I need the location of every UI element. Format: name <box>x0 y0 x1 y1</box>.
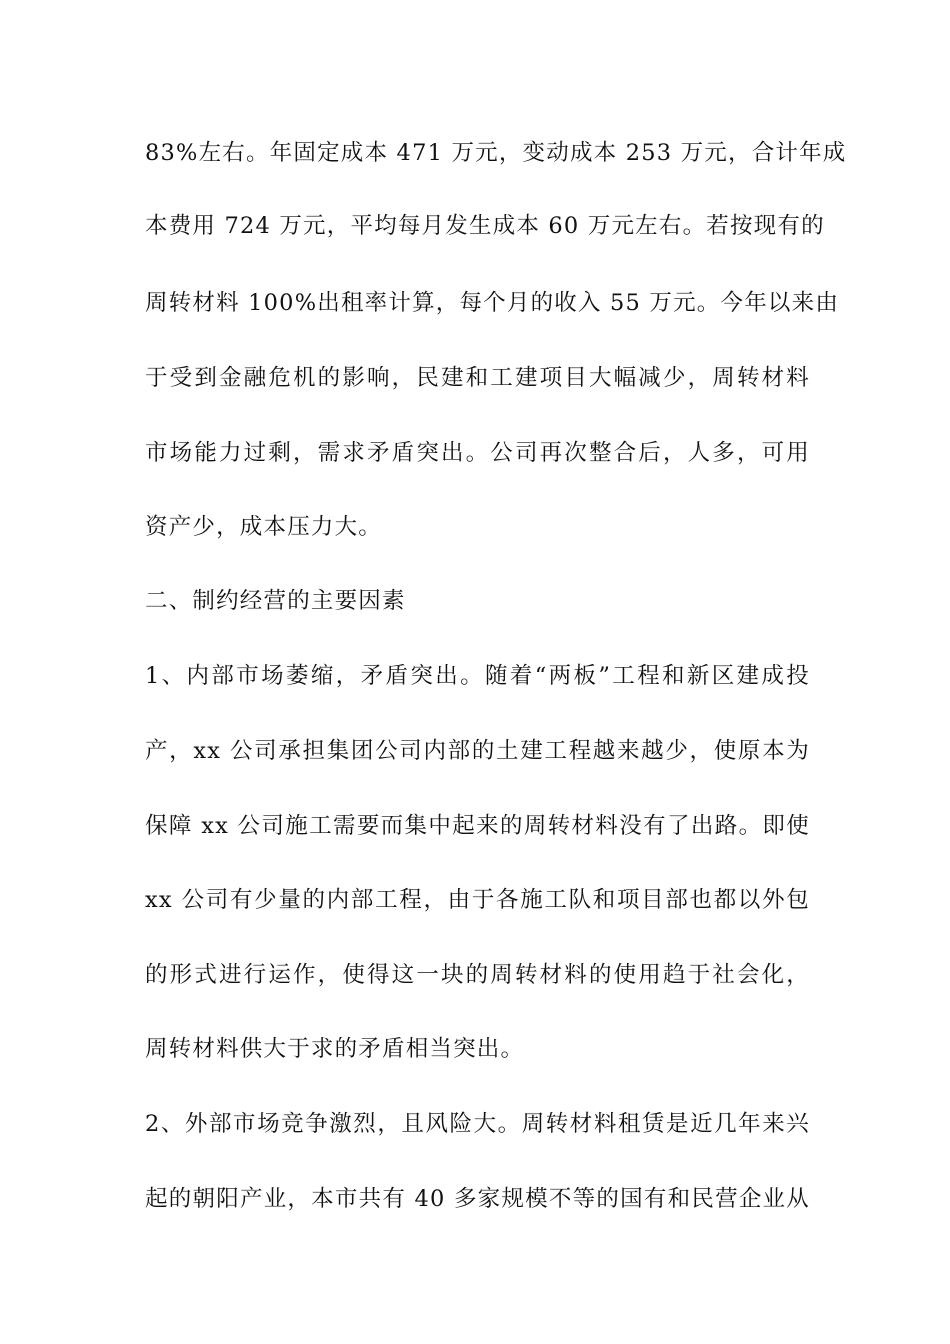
text-line: 的形式进行运作，使得这一块的周转材料的使用趋于社会化， <box>145 962 810 988</box>
text-line: 本费用 724 万元，平均每月发生成本 60 万元左右。若按现有的 <box>145 213 825 239</box>
text-line: 市场能力过剩，需求矛盾突出。公司再次整合后，人多，可用 <box>145 440 810 466</box>
text-line: 周转材料 100%出租率计算，每个月的收入 55 万元。今年以来由 <box>145 290 840 316</box>
text-line: 资产少，成本压力大。 <box>145 514 383 540</box>
text-line: 产，xx 公司承担集团公司内部的土建工程越来越少，使原本为 <box>145 738 810 764</box>
text-line: 83%左右。年固定成本 471 万元，变动成本 253 万元，合计年成 <box>145 140 847 166</box>
text-line: 起的朝阳产业，本市共有 40 多家规模不等的国有和民营企业从 <box>145 1186 810 1212</box>
text-line: 2、外部市场竞争激烈，且风险大。周转材料租赁是近几年来兴 <box>145 1111 810 1137</box>
text-line: 保障 xx 公司施工需要而集中起来的周转材料没有了出路。即使 <box>145 813 810 839</box>
section-heading: 二、制约经营的主要因素 <box>145 588 406 614</box>
text-line: 周转材料供大于求的矛盾相当突出。 <box>145 1036 525 1062</box>
text-line: 1、内部市场萎缩，矛盾突出。随着“两板”工程和新区建成投 <box>145 663 810 689</box>
text-line: 于受到金融危机的影响，民建和工建项目大幅减少，周转材料 <box>145 365 810 391</box>
text-line: xx 公司有少量的内部工程，由于各施工队和项目部也都以外包 <box>145 887 810 913</box>
